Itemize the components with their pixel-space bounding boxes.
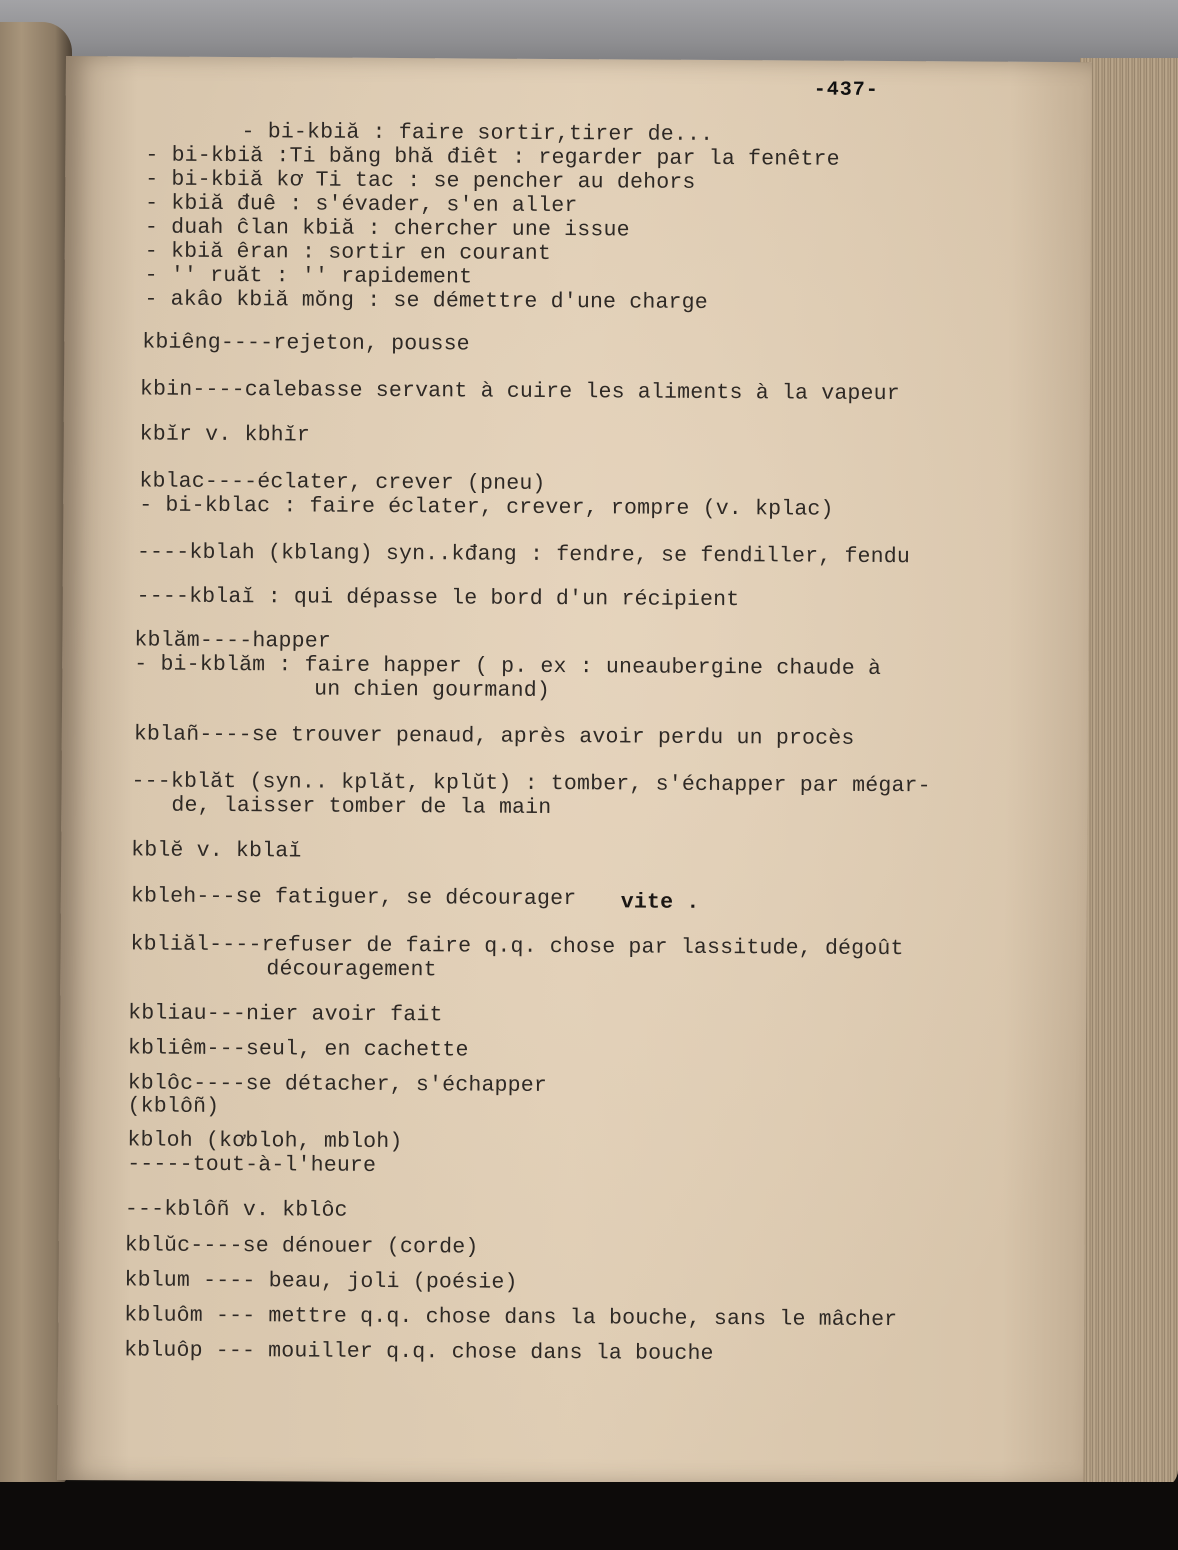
text-line: - kbiă êran : sortir en courant — [144, 239, 552, 266]
entry-line: ---kblăt (syn.. kplăt, kplŭt) : tomber, s'échapper par mégar- — [131, 769, 931, 799]
entry-line: kblañ----se trouver penaud, après avoir perdu un procès — [133, 722, 855, 751]
entry-line: ---kblôñ v. kblôc — [124, 1197, 348, 1223]
entry-line: kbliăl----refuser de faire q.q. chose par lassitude, dégoût — [130, 932, 904, 962]
text-line: découragement — [266, 957, 437, 983]
entry-line: kbiêng----rejeton, pousse — [142, 330, 470, 357]
text-line: - kbiă đuê : s'évader, s'en aller — [145, 191, 578, 219]
text-line: - bi-kbiă kơ Ti tac : se pencher au dehors — [145, 167, 696, 195]
entry-line: kblum ---- beau, joli (poésie) — [124, 1268, 518, 1295]
book-page — [57, 56, 1092, 1486]
entry-line: kblac----éclater, crever (pneu) — [139, 469, 546, 496]
entry-line: kbliau---nier avoir fait — [128, 1001, 443, 1028]
text-line: - '' ruăt : '' rapidement — [144, 263, 473, 290]
page-edges — [1080, 58, 1178, 1488]
text-line: - bi-kbiă : faire sortir,tirer de... — [241, 120, 714, 147]
entry-line: kblŭc----se dénouer (corde) — [124, 1233, 479, 1260]
entry-line: kbleh---se fatiguer, se décourager — [130, 884, 577, 912]
entry-line: ----kblaĭ : qui dépasse le bord d'un récipient — [136, 584, 740, 613]
entry-line: kblăm----happer — [134, 628, 332, 654]
emphasis-word: vite . — [620, 890, 700, 915]
entry-line: ----kblah (kblang) syn..kđang : fendre, se fendiller, fendu — [136, 540, 911, 570]
text-line: - bi-kbiă :Ti băng bhă điêt : regarder par la fenêtre — [145, 143, 840, 172]
text-line: - duah ĉlan kbiă : chercher une issue — [144, 215, 630, 243]
text-line: - bi-kblăm : faire happer ( p. ex : uneaubergine chaude à — [134, 652, 882, 681]
entry-line: kbliêm---seul, en cachette — [127, 1036, 469, 1063]
entry-line: kbloh (kơbloh, mbloh) — [127, 1128, 403, 1155]
entry-line: kbĭr v. kbhĭr — [139, 422, 311, 448]
entry-line: kblĕ v. kblaĭ — [131, 838, 302, 864]
typed-text — [57, 56, 1092, 1486]
entry-line: kbluôp --- mouiller q.q. chose dans la bouche — [124, 1338, 714, 1366]
entry-line: kbin----calebasse servant à cuire les aliments à la vapeur — [139, 377, 900, 407]
text-line: - akâo kbiă mŏng : se démettre d'une charge — [144, 287, 708, 315]
bottom-shadow — [0, 1482, 1178, 1550]
text-line: - bi-kblac : faire éclater, crever, rompre (v. kplac) — [139, 493, 834, 522]
text-line: (kblôñ) — [127, 1094, 220, 1119]
page-number: -437- — [813, 78, 879, 102]
text-line: de, laisser tomber de la main — [171, 793, 552, 820]
text-line: -----tout-à-l'heure — [127, 1152, 377, 1178]
entry-line: kbluôm --- mettre q.q. chose dans la bouche, sans le mâcher — [124, 1303, 898, 1333]
entry-line: kblôc----se détacher, s'échapper — [127, 1071, 548, 1098]
text-line: un chien gourmand) — [314, 677, 551, 703]
